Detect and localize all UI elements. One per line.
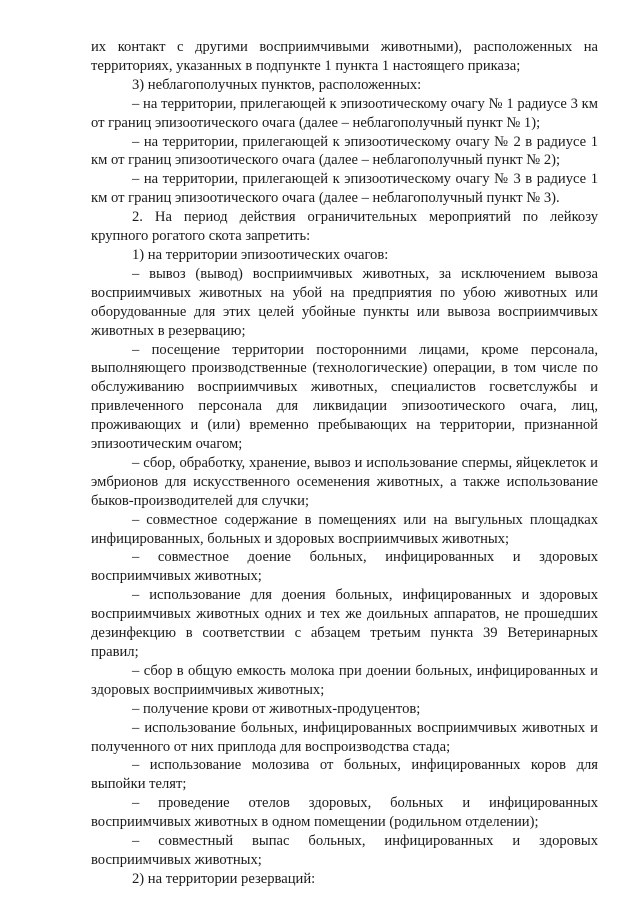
paragraph-ban-breeding: – использование больных, инфицированных восприимчивых животных и полученного от них приплода для воспроизводства стада; — [91, 719, 598, 755]
paragraph-ban-milk-collection: – сбор в общую емкость молока при доении больных, инфицированных и здоровых восприимчивых животных; — [91, 662, 598, 698]
paragraph-ban-joint-milking: – совместное доение больных, инфицированных и здоровых восприимчивых животных; — [91, 549, 598, 585]
paragraph-ban-export: – вывоз (вывод) восприимчивых животных, за исключением вывоза восприимчивых животных на убой на предприятия по убою животных или оборудованные для этих целей убойные пункты или вывоза восприимчивых животных в резервацию; — [91, 265, 598, 339]
paragraph-ban-colostrum: – использование молозива от больных, инфицированных коров для выпойки телят; — [91, 757, 598, 793]
paragraph-ban-sperm: – сбор, обработку, хранение, вывоз и использование спермы, яйцеклеток и эмбрионов для искусственного осеменения животных, а также использование быков-производителей для случки; — [91, 454, 598, 509]
paragraph-subsection-1-heading: 1) на территории эпизоотических очагов: — [132, 246, 389, 263]
paragraph-ban-milking-machines: – использование для доения больных, инфицированных и здоровых восприимчивых животных одних и тех же доильных аппаратов, не прошедших дезинфекцию в соответствии с абзацем третьим пункта 39 Ветеринарных правил; — [91, 587, 598, 660]
paragraph-subsection-2-heading: 2) на территории резерваций: — [132, 870, 316, 887]
paragraph-intro-continuation: их контакт с другими восприимчивыми животными), расположенных на территориях, указанных в подпункте 1 пункта 1 настоящего приказа; — [91, 39, 598, 74]
paragraph-item-3-heading: 3) неблагополучных пунктов, расположенных: — [132, 76, 422, 93]
paragraph-section-2-heading: 2. На период действия ограничительных мероприятий по лейкозу крупного рогатого скота запретить: — [91, 209, 598, 245]
paragraph-ban-grazing: – совместный выпас больных, инфицированных и здоровых восприимчивых животных; — [91, 833, 598, 868]
paragraph-unfavorable-point-1: – на территории, прилегающей к эпизоотическому очагу № 1 радиусе 3 км от границ эпизоотического очага (далее – неблагополучный пункт № 1); — [91, 95, 598, 131]
paragraph-unfavorable-point-3: – на территории, прилегающей к эпизоотическому очагу № 3 в радиусе 1 км от границ эпизоотического очага (далее – неблагополучный пункт № 3). — [91, 171, 598, 207]
paragraph-ban-visits: – посещение территории посторонними лицами, кроме персонала, выполняющего производственные (технологические) операции, в том числе по обслуживанию восприимчивых животных, специалистов госветслужбы и привлеченного персонала для ликвидации эпизоотического очага, лиц, проживающих и (или) временно пребывающих на территории, признанной эпизоотическим очагом; — [91, 341, 598, 453]
paragraph-ban-joint-keeping: – совместное содержание в помещениях или на выгульных площадках инфицированных, больных и здоровых восприимчивых животных; — [91, 511, 598, 547]
paragraph-ban-calving: – проведение отелов здоровых, больных и инфицированных восприимчивых животных в одном помещении (родильном отделении); — [91, 795, 598, 831]
paragraph-ban-blood: – получение крови от животных-продуцентов; — [132, 700, 421, 717]
paragraph-unfavorable-point-2: – на территории, прилегающей к эпизоотическому очагу № 2 в радиусе 1 км от границ эпизоотического очага (далее – неблагополучный пункт № 2); — [91, 133, 598, 169]
